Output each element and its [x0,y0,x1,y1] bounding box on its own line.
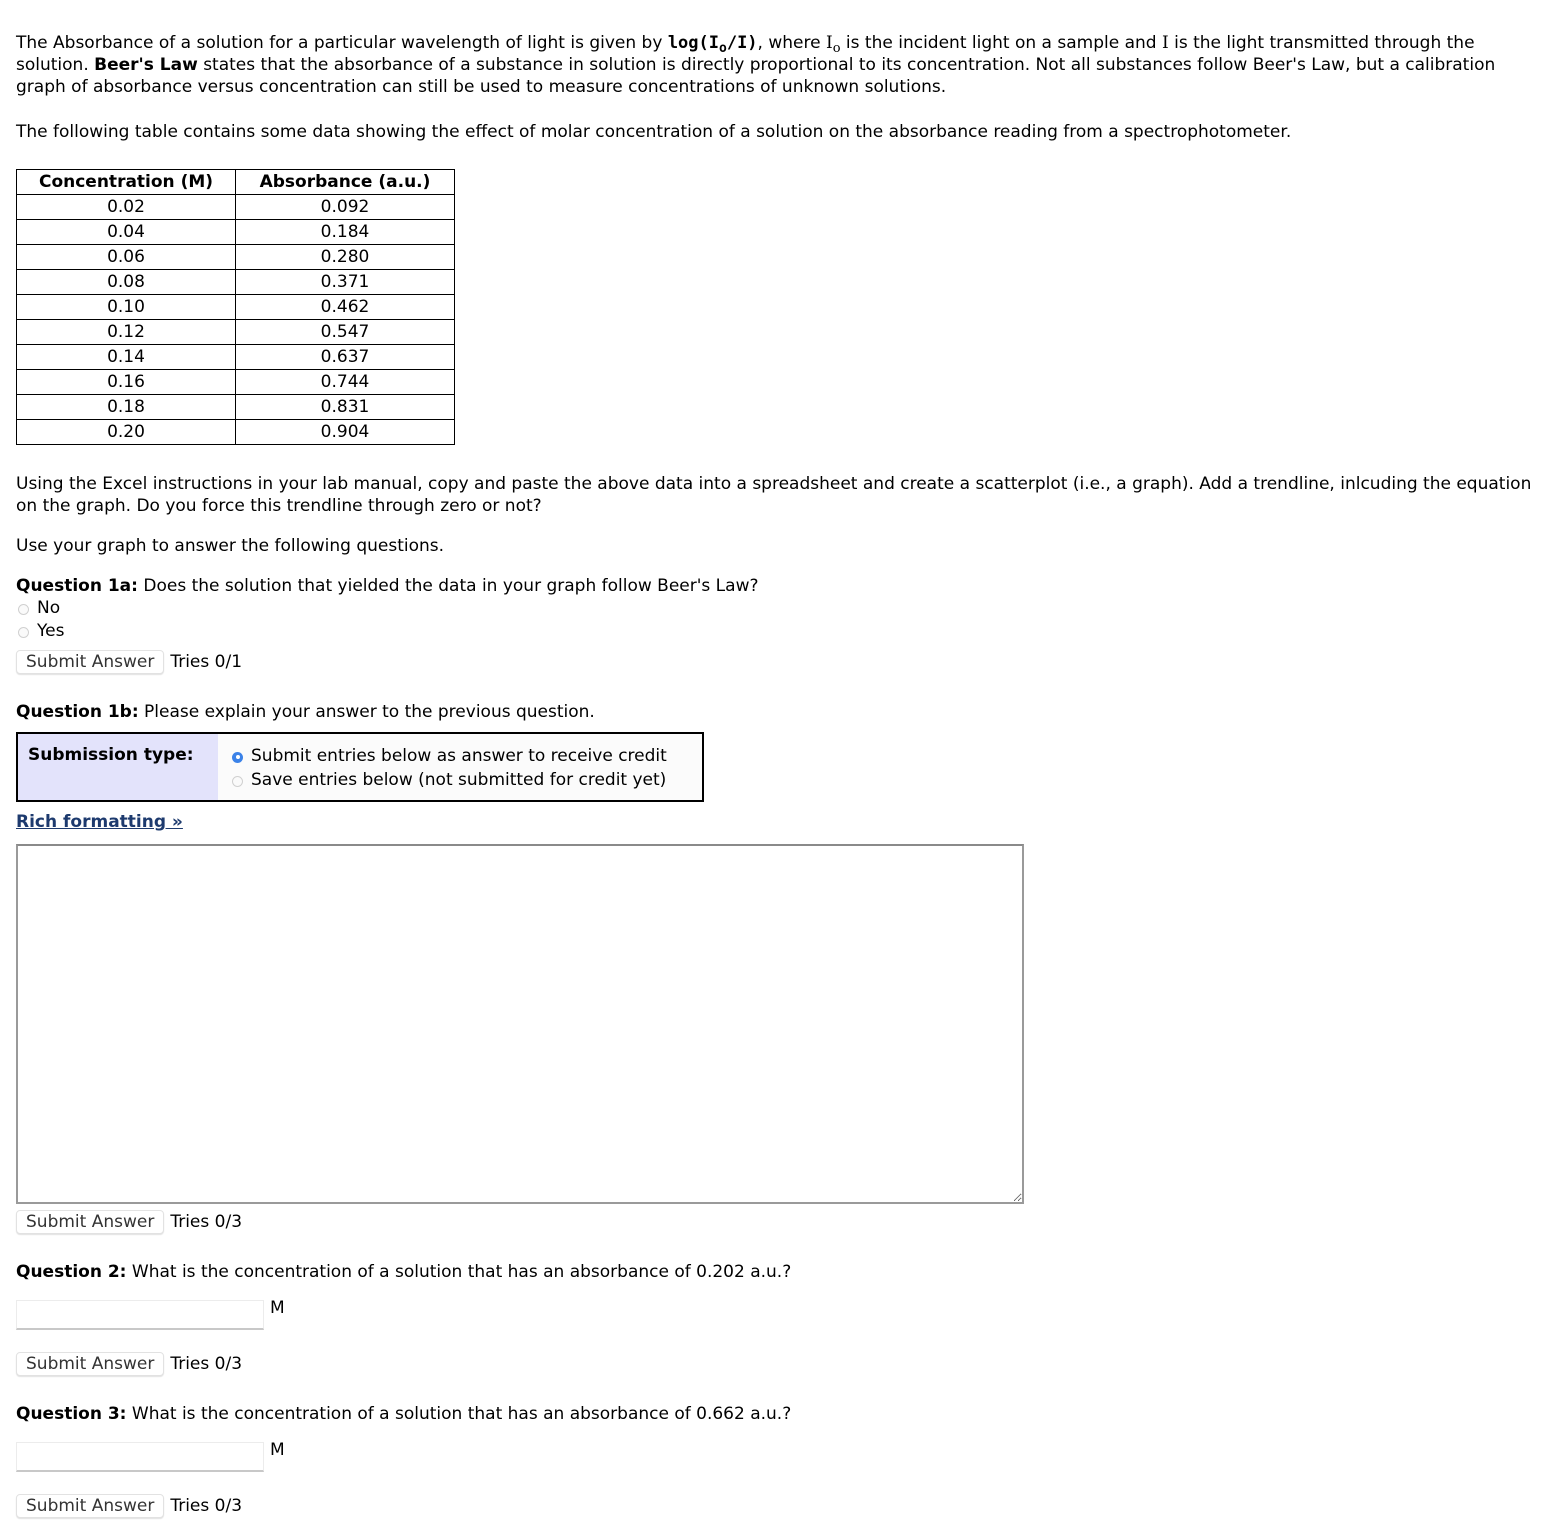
question-1b-label: Question 1b: [16,702,139,722]
formula [667,33,758,56]
table-row [17,345,455,370]
table-row [17,245,455,270]
cell-absorbance: 0.637 [236,345,455,370]
question-1a-actions [16,650,242,674]
option-yes-label[interactable]: Yes [37,621,65,641]
cell-concentration: 0.20 [17,420,236,445]
cell-concentration: 0.02 [17,195,236,220]
intro-text: is the light transmitted through the solution. [16,33,1475,75]
explanation-textarea[interactable] [16,844,1024,1204]
i0-subscript: o [832,41,841,56]
option-no-label[interactable]: No [37,598,61,618]
i0-symbol [825,33,841,56]
submission-type-box [16,732,704,802]
intro-text: , where [757,33,826,53]
question-1a [16,575,759,597]
submission-option-save-label[interactable]: Save entries below (not submitted for credit yet) [251,770,667,790]
submit-answer-button-q3[interactable]: Submit Answer [16,1494,164,1518]
question-2-actions [16,1352,242,1376]
cell-concentration: 0.16 [17,370,236,395]
cell-absorbance: 0.184 [236,220,455,245]
radio-save-entries[interactable] [232,776,243,787]
submit-answer-button-q2[interactable]: Submit Answer [16,1352,164,1376]
tries-counter-q2: Tries 0/3 [170,1354,243,1374]
cell-concentration: 0.14 [17,345,236,370]
table-row [17,395,455,420]
cell-absorbance: 0.462 [236,295,455,320]
i0-main: I [825,33,833,53]
tries-counter-1b: Tries 0/3 [170,1212,243,1232]
table-row [17,370,455,395]
question-1a-text: Does the solution that yielded the data in your graph follow Beer's Law? [137,576,759,596]
cell-absorbance: 0.280 [236,245,455,270]
question-2-input-row [16,1298,285,1330]
question-2-label: Question 2: [16,1262,127,1282]
submit-answer-button-1b[interactable]: Submit Answer [16,1210,164,1234]
table-row [17,195,455,220]
cell-absorbance: 0.831 [236,395,455,420]
intro-text: states that the absorbance of a substance in solution is directly proportional to its concentration. Not all substances follow Beer's Law, but a calibration graph of absorbance versus concentration can still be used to measure concentrations of unknown solutions. [16,55,1496,97]
submission-option-submit-label[interactable]: Submit entries below as answer to receive credit [251,746,667,766]
intro-text: The Absorbance of a solution for a particular wavelength of light is given by [16,33,668,53]
table-row [17,420,455,445]
rich-formatting-link[interactable]: Rich formatting » [16,812,183,832]
table-row [17,270,455,295]
intro-paragraph [16,32,1546,98]
cell-absorbance: 0.904 [236,420,455,445]
question-2 [16,1261,791,1283]
question-3-actions [16,1494,242,1518]
table-row [17,320,455,345]
cell-concentration: 0.06 [17,245,236,270]
question-1a-label: Question 1a: [16,576,138,596]
formula-end: /I) [726,33,758,53]
question-3 [16,1403,791,1425]
cell-concentration: 0.08 [17,270,236,295]
cell-absorbance: 0.744 [236,370,455,395]
question-3-label: Question 3: [16,1404,127,1424]
question-1a-options [16,596,64,643]
formula-log: log(I [667,33,719,53]
table-row [17,220,455,245]
beers-law-term: Beer's Law [94,55,198,75]
cell-concentration: 0.10 [17,295,236,320]
tries-counter-q3: Tries 0/3 [170,1496,243,1516]
cell-absorbance: 0.371 [236,270,455,295]
question-3-text: What is the concentration of a solution that has an absorbance of 0.662 a.u.? [126,1404,792,1424]
cell-concentration: 0.12 [17,320,236,345]
table-header-row [17,170,455,195]
i-symbol: I [1161,33,1169,53]
header-absorbance: Absorbance (a.u.) [236,170,455,195]
radio-no[interactable] [18,604,29,615]
graph-instructions: Use your graph to answer the following questions. [16,536,445,556]
concentration-input-q3[interactable] [16,1442,264,1472]
tries-counter-1a: Tries 0/1 [170,652,243,672]
unit-label-q2: M [270,1298,285,1318]
question-1b-actions [16,1210,242,1234]
formula-subscript: o [719,41,727,56]
radio-yes[interactable] [18,627,29,638]
table-row [17,295,455,320]
question-1b-text: Please explain your answer to the previous question. [138,702,595,722]
submission-type-options [218,734,702,800]
question-2-text: What is the concentration of a solution that has an absorbance of 0.202 a.u.? [126,1262,792,1282]
table-intro: The following table contains some data showing the effect of molar concentration of a solution on the absorbance reading from a spectrophotometer. [16,122,1292,142]
question-3-input-row [16,1440,285,1472]
cell-absorbance: 0.092 [236,195,455,220]
excel-instructions: Using the Excel instructions in your lab manual, copy and paste the above data into a spreadsheet and create a scatterplot (i.e., a graph). Add a trendline, inlcuding the equation on the graph. Do you force this trendline through zero or not? [16,474,1532,516]
cell-concentration: 0.18 [17,395,236,420]
option-yes[interactable] [16,619,64,643]
radio-submit-for-credit[interactable] [232,752,243,763]
submit-answer-button-1a[interactable]: Submit Answer [16,650,164,674]
submission-type-label: Submission type: [18,734,218,800]
cell-concentration: 0.04 [17,220,236,245]
submission-option-submit[interactable] [230,744,702,768]
option-no[interactable] [16,596,64,620]
data-table [16,169,455,445]
question-1b [16,701,595,723]
unit-label-q3: M [270,1440,285,1460]
header-concentration: Concentration (M) [17,170,236,195]
concentration-input-q2[interactable] [16,1300,264,1330]
intro-text: is the incident light on a sample and [840,33,1162,53]
cell-absorbance: 0.547 [236,320,455,345]
submission-option-save[interactable] [230,768,702,792]
